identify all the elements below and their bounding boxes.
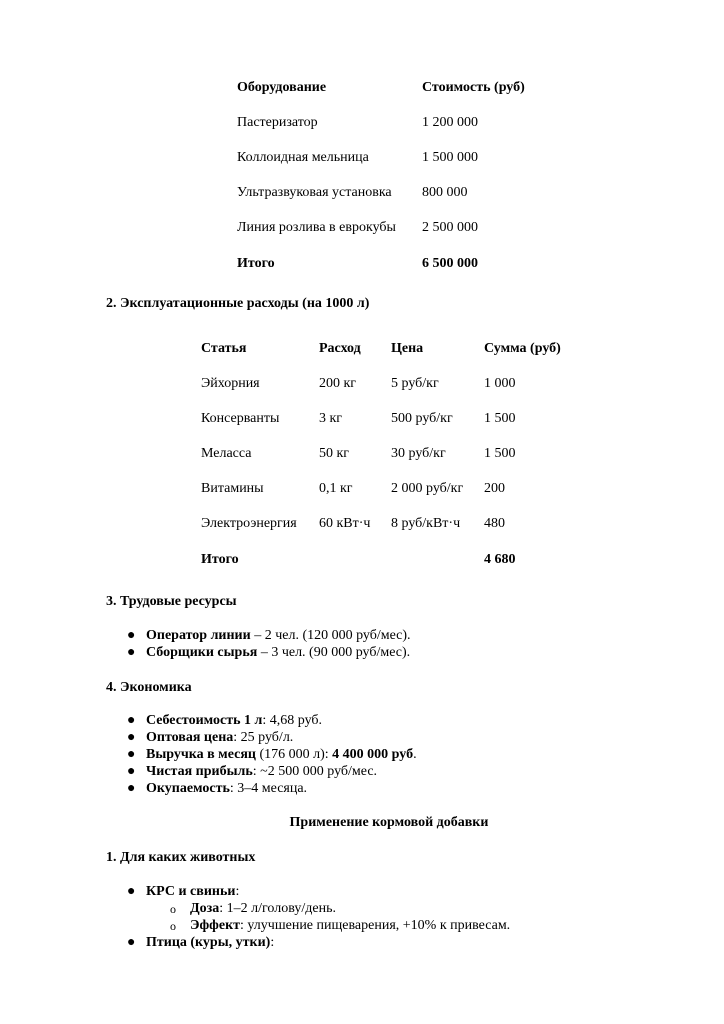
table-cell: 1 200 000 — [422, 115, 478, 130]
bullet-icon: ● — [127, 884, 136, 899]
table-cell: Меласса — [201, 446, 252, 461]
list-item: Окупаемость: 3–4 месяца. — [146, 781, 308, 796]
table-header-cell: Сумма (руб) — [484, 341, 561, 356]
list-item: Оптовая цена: 25 руб/л. — [146, 730, 294, 745]
table-cell: Электроэнергия — [201, 516, 297, 531]
table-cell: 800 000 — [422, 185, 468, 200]
list-item: Сборщики сырья – 3 чел. (90 000 руб/мес). — [146, 645, 411, 660]
table-cell: 1 500 — [484, 411, 516, 426]
list-item: КРС и свиньи: — [146, 884, 240, 899]
table-header-cell: Оборудование — [237, 80, 327, 95]
list-item: Чистая прибыль: ~2 500 000 руб/мес. — [146, 764, 378, 779]
table-cell: 1 500 — [484, 446, 516, 461]
table-cell: Витамины — [201, 481, 264, 496]
bullet-icon: ● — [127, 713, 136, 728]
section-heading: 2. Эксплуатационные расходы (на 1000 л) — [106, 296, 370, 311]
list-item: Птица (куры, утки): — [146, 935, 275, 950]
table-total-value: 6 500 000 — [422, 256, 478, 271]
table-cell: Пастеризатор — [237, 115, 318, 130]
table-cell: 0,1 кг — [319, 481, 353, 496]
list-item: Себестоимость 1 л: 4,68 руб. — [146, 713, 323, 728]
sub-bullet-icon: o — [170, 919, 176, 933]
table-cell: 8 руб/кВт·ч — [391, 516, 461, 531]
table-cell: Коллоидная мельница — [237, 150, 369, 165]
sub-bullet-icon: o — [170, 902, 176, 916]
bullet-icon: ● — [127, 628, 136, 643]
table-cell: Консерванты — [201, 411, 280, 426]
sub-list-item: Доза: 1–2 л/голову/день. — [190, 901, 336, 916]
table-total-label: Итого — [201, 552, 239, 567]
table-cell: 500 руб/кг — [391, 411, 453, 426]
bullet-icon: ● — [127, 935, 136, 950]
table-cell: 3 кг — [319, 411, 343, 426]
table-cell: Ультразвуковая установка — [237, 185, 392, 200]
table-cell: 2 500 000 — [422, 220, 478, 235]
table-cell: 480 — [484, 516, 505, 531]
table-header-cell: Расход — [319, 341, 361, 356]
section-heading: 4. Экономика — [106, 680, 192, 695]
table-cell: 50 кг — [319, 446, 350, 461]
bullet-icon: ● — [127, 645, 136, 660]
table-header-cell: Статья — [201, 341, 247, 356]
bullet-icon: ● — [127, 730, 136, 745]
table-cell: 1 500 000 — [422, 150, 478, 165]
section-heading: 1. Для каких животных — [106, 850, 256, 865]
table-cell: 30 руб/кг — [391, 446, 446, 461]
table-cell: 200 кг — [319, 376, 357, 391]
table-total-value: 4 680 — [484, 552, 516, 567]
bullet-icon: ● — [127, 764, 136, 779]
table-header-cell: Стоимость (руб) — [422, 80, 525, 95]
bullet-icon: ● — [127, 747, 136, 762]
table-cell: 60 кВт·ч — [319, 516, 371, 531]
table-header-cell: Цена — [391, 341, 424, 356]
table-total-label: Итого — [237, 256, 275, 271]
section-title: Применение кормовой добавки — [289, 815, 489, 830]
list-item: Выручка в месяц (176 000 л): 4 400 000 руб. — [146, 747, 417, 762]
table-cell: 200 — [484, 481, 505, 496]
sub-list-item: Эффект: улучшение пищеварения, +10% к привесам. — [190, 918, 511, 933]
section-heading: 3. Трудовые ресурсы — [106, 594, 237, 609]
bullet-icon: ● — [127, 781, 136, 796]
table-cell: Эйхорния — [201, 376, 260, 391]
table-cell: 2 000 руб/кг — [391, 481, 464, 496]
table-cell: 1 000 — [484, 376, 516, 391]
table-cell: 5 руб/кг — [391, 376, 439, 391]
table-cell: Линия розлива в еврокубы — [237, 220, 396, 235]
list-item: Оператор линии – 2 чел. (120 000 руб/мес). — [146, 628, 411, 643]
